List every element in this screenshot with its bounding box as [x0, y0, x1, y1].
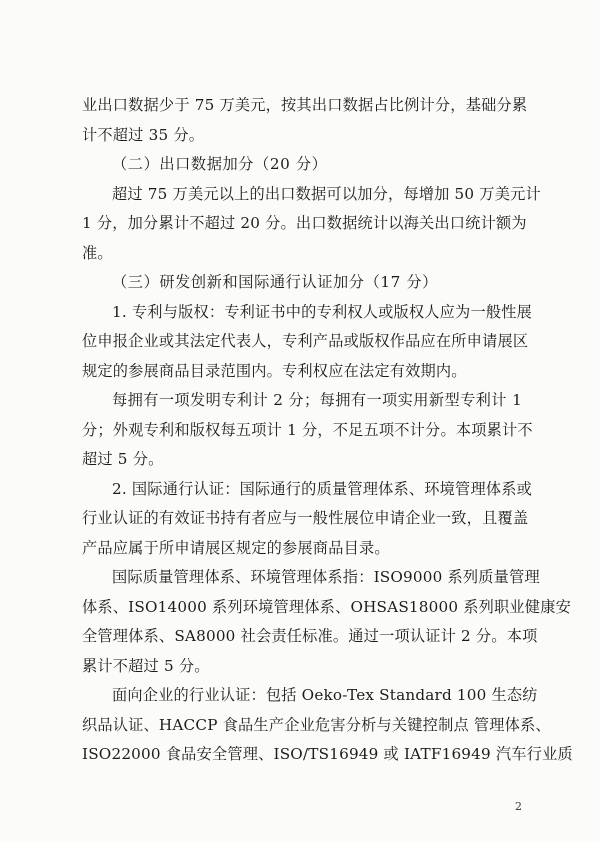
- text-line: 业出口数据少于 75 万美元，按其出口数据占比例计分，基础分累: [82, 96, 528, 114]
- text-line: 产品应属于所申请展区规定的参展商品目录。: [82, 539, 390, 557]
- text-line: 累计不超过 5 分。: [82, 657, 210, 675]
- text-line: 规定的参展商品目录范围内。专利权应在法定有效期内。: [82, 362, 467, 380]
- text-line: 分；外观专利和版权每五项计 1 分，不足五项不计分。本项累计不: [82, 421, 533, 439]
- text-line: 2. 国际通行认证：国际通行的质量管理体系、环境管理体系或: [112, 480, 532, 498]
- section-heading: （三）研发创新和国际通行认证加分（17 分）: [112, 273, 438, 291]
- text-line: 体系、ISO14000 系列环境管理体系、OHSAS18000 系列职业健康安: [82, 598, 571, 616]
- text-line: 每拥有一项发明专利计 2 分；每拥有一项实用新型专利计 1: [112, 391, 522, 409]
- text-line: 准。: [82, 244, 113, 262]
- text-line: 超过 5 分。: [82, 450, 164, 468]
- text-line: 计不超过 35 分。: [82, 126, 205, 144]
- text-line: 全管理体系、SA8000 社会责任标准。通过一项认证计 2 分。本项: [82, 627, 538, 645]
- text-line: ISO22000 食品安全管理、ISO/TS16949 或 IATF16949 汽车行业质: [82, 745, 573, 763]
- text-line: 织品认证、HACCP 食品生产企业危害分析与关键控制点 管理体系、: [82, 716, 551, 734]
- text-line: 1 分，加分累计不超过 20 分。出口数据统计以海关出口统计额为: [82, 214, 527, 232]
- page-number: 2: [515, 800, 522, 813]
- text-line: 行业认证的有效证书持有者应与一般性展位申请企业一致，且覆盖: [82, 509, 529, 527]
- section-heading: （二）出口数据加分（20 分）: [112, 155, 328, 173]
- text-line: 面向企业的行业认证：包括 Oeko-Tex Standard 100 生态纺: [112, 686, 538, 704]
- text-line: 位申报企业或其法定代表人，专利产品或版权作品应在所申请展区: [82, 332, 529, 350]
- text-line: 1. 专利与版权：专利证书中的专利权人或版权人应为一般性展: [112, 303, 532, 321]
- text-line: 国际质量管理体系、环境管理体系指：ISO9000 系列质量管理: [112, 568, 540, 586]
- text-line: 超过 75 万美元以上的出口数据可以加分，每增加 50 万美元计: [112, 185, 541, 203]
